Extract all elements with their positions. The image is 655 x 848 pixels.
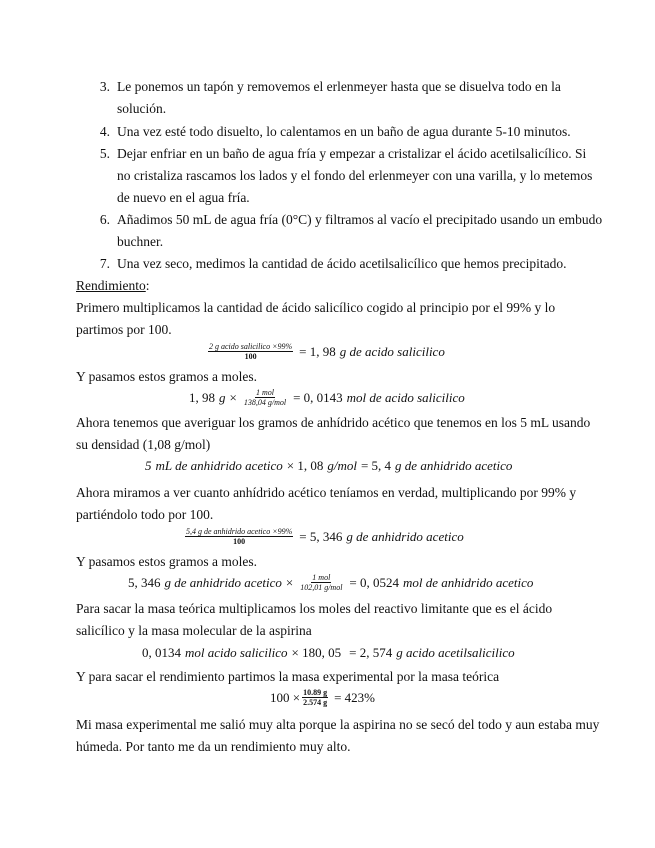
step-number: 5. <box>99 146 110 161</box>
paragraph-line: Y pasamos estos gramos a moles. <box>76 554 257 569</box>
fraction: $\frac{\text{1 mol}}{\text{138,04 g/mol}}$ <box>243 388 287 407</box>
equation-2: 1, 98 g × $\frac{\text{1 mol}}{\text{138,04 g/mol}}$ = 0, 0143 mol de acido salicilico <box>189 388 465 407</box>
fraction: $\frac{\text{1 mol}}{\text{102,01 g/mol}}$ <box>300 573 343 592</box>
paragraph-line: Ahora tenemos que averiguar los gramos de anhídrido acético que tenemos en los 5 mL usando <box>76 415 591 430</box>
step-number: 6. <box>99 212 110 227</box>
paragraph-line: Y para sacar el rendimiento partimos la masa experimental por la masa teórica <box>76 669 500 684</box>
paragraph-line: su densidad (1,08 g/mol) <box>76 437 211 452</box>
step-text: Una vez esté todo disuelto, lo calentamos en un baño de agua durante 5-10 minutos. <box>117 124 571 139</box>
fraction: $\frac{\text{5,4 g de anhidrido acetico ×99\%}}{100}$ <box>186 527 293 546</box>
equation-1: $\frac{\text{2 g acido salicilico ×99\%}}{100}$ = 1, 98 g de acido salicilico <box>209 342 445 361</box>
equation-7: 100 × $\frac{10.89 g}{2.574 g}$ = 423% <box>270 688 376 707</box>
paragraph-line: partimos por 100. <box>76 322 172 337</box>
paragraph-line: partiéndolo todo por 100. <box>76 507 214 522</box>
fraction: $\frac{10.89 g}{2.574 g}$ <box>303 688 328 707</box>
step-text: solución. <box>117 101 167 116</box>
paragraph-line: Ahora miramos a ver cuanto anhídrido acético teníamos en verdad, multiplicando por 99% y <box>76 485 577 500</box>
step-text: buchner. <box>117 234 164 249</box>
equation-6: 0, 0134 mol acido salicilico × 180, 05 = 2, 574 g acido acetilsalicilico <box>142 645 515 660</box>
step-text: Añadimos 50 mL de agua fría (0°C) y filtramos al vacío el precipitado usando un embudo <box>117 212 603 227</box>
equation-4: $\frac{\text{5,4 g de anhidrido acetico ×99\%}}{100}$ = 5, 346 g de anhidrido acetico <box>186 527 464 546</box>
equation-5: 5, 346 g de anhidrido acetico × $\frac{\text{1 mol}}{\text{102,01 g/mol}}$ = 0, 0524 mol de anhidrido acetico <box>128 573 534 592</box>
fraction: $\frac{\text{2 g acido salicilico ×99\%}}{100}$ <box>209 342 293 361</box>
paragraph-line: Primero multiplicamos la cantidad de ácido salicílico cogido al principio por el 99% y lo <box>76 300 556 315</box>
step-text: Una vez seco, medimos la cantidad de ácido acetilsalicílico que hemos precipitado. <box>117 256 567 271</box>
paragraph-line: Para sacar la masa teórica multiplicamos los moles del reactivo limitante que es el ácido <box>76 601 553 616</box>
paragraph-line: Mi masa experimental me salió muy alta porque la aspirina no se secó del todo y aun estaba muy <box>76 717 600 732</box>
paragraph-line: salicílico y la masa molecular de la aspirina <box>76 623 312 638</box>
step-number: 4. <box>99 124 110 139</box>
section-title: Rendimiento: <box>76 278 150 293</box>
step-text: de nuevo en el agua fría. <box>117 190 250 205</box>
step-text: no cristaliza rascamos los lados y el fondo del erlenmeyer con una varilla, y lo metemos <box>117 168 593 183</box>
step-number: 3. <box>99 79 110 94</box>
step-text: Le ponemos un tapón y removemos el erlenmeyer hasta que se disuelva todo en la <box>117 79 561 94</box>
step-text: Dejar enfriar en un baño de agua fría y empezar a cristalizar el ácido acetilsalicílico. Si <box>117 146 587 161</box>
paragraph-line: Y pasamos estos gramos a moles. <box>76 369 257 384</box>
step-number: 7. <box>99 256 110 271</box>
paragraph-line: húmeda. Por tanto me da un rendimiento muy alto. <box>76 739 351 754</box>
equation-3: 5 mL de anhidrido acetico × 1, 08 g/mol = 5, 4 g de anhidrido acetico <box>145 458 513 473</box>
